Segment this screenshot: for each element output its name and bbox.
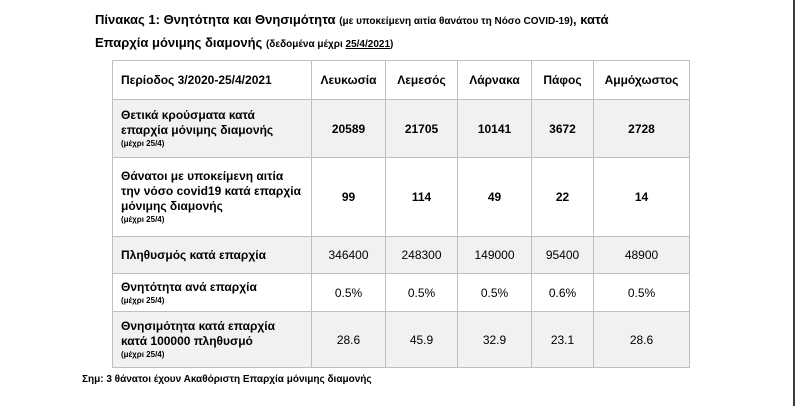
table-cell: 2728 bbox=[594, 100, 690, 158]
column-header-nicosia: Λευκωσία bbox=[312, 61, 386, 100]
table-cell: 114 bbox=[386, 158, 458, 237]
row-note: (μέχρι 25/4) bbox=[121, 215, 165, 224]
page-edge-rule bbox=[793, 0, 795, 406]
row-label: Θετικά κρούσματα κατά επαρχία μόνιμης διαμονής (μέχρι 25/4) bbox=[113, 100, 312, 158]
row-label: Θάνατοι με υποκείμενη αιτία την νόσο covid19 κατά επαρχία μόνιμης διαμονής (μέχρι 25/4) bbox=[113, 158, 312, 237]
column-header-larnaca: Λάρνακα bbox=[458, 61, 532, 100]
table-cell: 346400 bbox=[312, 237, 386, 274]
column-header-famagusta: Αμμόχωστος bbox=[594, 61, 690, 100]
row-note: (μέχρι 25/4) bbox=[121, 295, 165, 305]
table-cell: 0.5% bbox=[386, 274, 458, 312]
row-label: Πληθυσμός κατά επαρχία bbox=[113, 237, 312, 274]
table-cell: 28.6 bbox=[312, 312, 386, 368]
table-cell: 23.1 bbox=[532, 312, 594, 368]
table-caption bbox=[95, 9, 785, 55]
table-cell: 32.9 bbox=[458, 312, 532, 368]
row-label: Θνητότητα ανά επαρχία (μέχρι 25/4) bbox=[113, 274, 312, 312]
caption-data-date: 25/4/2021 bbox=[345, 39, 391, 50]
row-note: (μέχρι 25/4) bbox=[121, 139, 165, 148]
row-label: Θνησιμότητα κατά επαρχία κατά 100000 πληθυσμό (μέχρι 25/4) bbox=[113, 312, 312, 368]
table-cell: 149000 bbox=[458, 237, 532, 274]
caption-line2-text: Επαρχία μόνιμης διαμονής bbox=[95, 35, 263, 50]
column-header-paphos: Πάφος bbox=[532, 61, 594, 100]
footnote: Σημ: 3 θάνατοι έχουν Ακαθόριστη Επαρχία μόνιμης διαμονής bbox=[82, 374, 372, 385]
caption-title: Πίνακας 1: Θνητότητα και Θνησιμότητα bbox=[95, 12, 336, 27]
mortality-table bbox=[112, 60, 690, 368]
table-cell: 48900 bbox=[594, 237, 690, 274]
caption-data-note: (δεδομένα μέχρι 25/4/2021) bbox=[265, 39, 394, 50]
table-cell: 10141 bbox=[458, 100, 532, 158]
table-cell: 0.6% bbox=[532, 274, 594, 312]
table-cell: 3672 bbox=[532, 100, 594, 158]
table-cell: 22 bbox=[532, 158, 594, 237]
table-cell: 0.5% bbox=[594, 274, 690, 312]
table-row bbox=[113, 274, 690, 312]
table-cell: 21705 bbox=[386, 100, 458, 158]
period-header: Περίοδος 3/2020-25/4/2021 bbox=[113, 61, 312, 100]
header-row bbox=[113, 61, 690, 100]
row-note: (μέχρι 25/4) bbox=[121, 350, 165, 359]
table-cell: 49 bbox=[458, 158, 532, 237]
caption-line-1 bbox=[95, 9, 785, 32]
caption-by: , κατά bbox=[573, 12, 609, 27]
caption-line-2 bbox=[95, 32, 785, 55]
table-row bbox=[113, 312, 690, 368]
table-cell: 45.9 bbox=[386, 312, 458, 368]
table-cell: 28.6 bbox=[594, 312, 690, 368]
column-header-limassol: Λεμεσός bbox=[386, 61, 458, 100]
table-cell: 99 bbox=[312, 158, 386, 237]
table-cell: 14 bbox=[594, 158, 690, 237]
table-row bbox=[113, 237, 690, 274]
table-cell: 20589 bbox=[312, 100, 386, 158]
table-cell: 248300 bbox=[386, 237, 458, 274]
table-cell: 0.5% bbox=[312, 274, 386, 312]
table-cell: 95400 bbox=[532, 237, 594, 274]
table-row bbox=[113, 158, 690, 237]
table-cell: 0.5% bbox=[458, 274, 532, 312]
caption-cause-note: (με υποκείμενη αιτία θανάτου τη Νόσο COVID-19) bbox=[339, 16, 573, 27]
table-row bbox=[113, 100, 690, 158]
